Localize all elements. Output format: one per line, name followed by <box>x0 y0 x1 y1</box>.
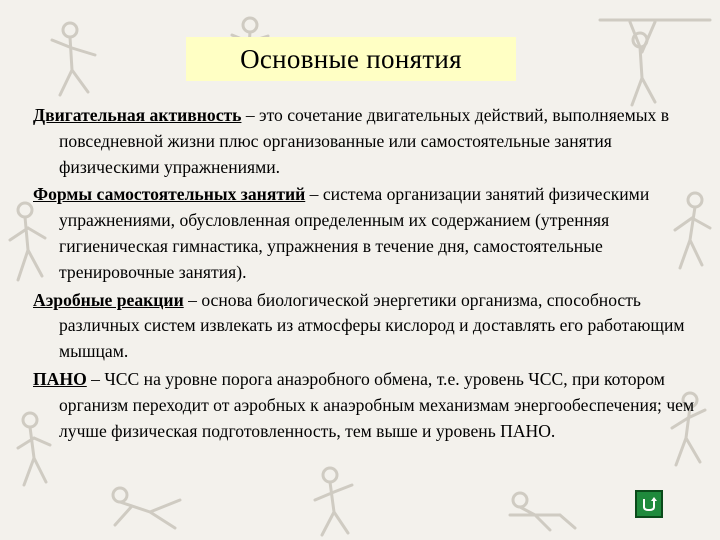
figure-icon <box>315 468 352 535</box>
figure-icon <box>113 488 180 528</box>
definitions-list <box>33 103 695 446</box>
definition-term: Двигательная активность <box>33 105 242 125</box>
definition-term: ПАНО <box>33 368 87 389</box>
definition-text: – основа биологической энергетики организма, способность различных систем извлекать из атмосферы кислород и доставлять его работающим мышцам. <box>59 289 685 362</box>
definition-paragraph <box>33 182 695 285</box>
definition-text: – это сочетание двигательных действий, выполняемых в повседневной жизни плюс организованные или самостоятельные занятия физическими упражнениями. <box>59 105 670 177</box>
definition-paragraph <box>33 367 695 444</box>
slide-title: Основные понятия <box>240 43 462 74</box>
definition-paragraph <box>33 103 695 180</box>
definition-term: Аэробные реакции <box>33 289 184 310</box>
return-button[interactable] <box>635 490 663 518</box>
definition-text: – система организации занятий физическими упражнениями, обусловленная определенным их содержанием (утренняя гигиеническая гимнастика, упражнения в течение дня, самостоятельные тренировочные занятия). <box>59 184 650 282</box>
figure-icon <box>510 493 575 530</box>
definition-text: – ЧСС на уровне порога анаэробного обмена, т.е. уровень ЧСС, при котором организм переходит от аэробных к анаэробным механизмам энергообеспечения; чем лучше физическая подготовленность, тем выше и уровень ПАНО. <box>59 368 695 441</box>
definition-term: Формы самостоятельных занятий <box>33 184 306 205</box>
return-arrow-icon <box>640 495 658 513</box>
figure-icon <box>52 23 95 95</box>
definition-paragraph <box>33 288 695 365</box>
title-box <box>186 37 516 81</box>
figure-icon <box>600 20 710 105</box>
